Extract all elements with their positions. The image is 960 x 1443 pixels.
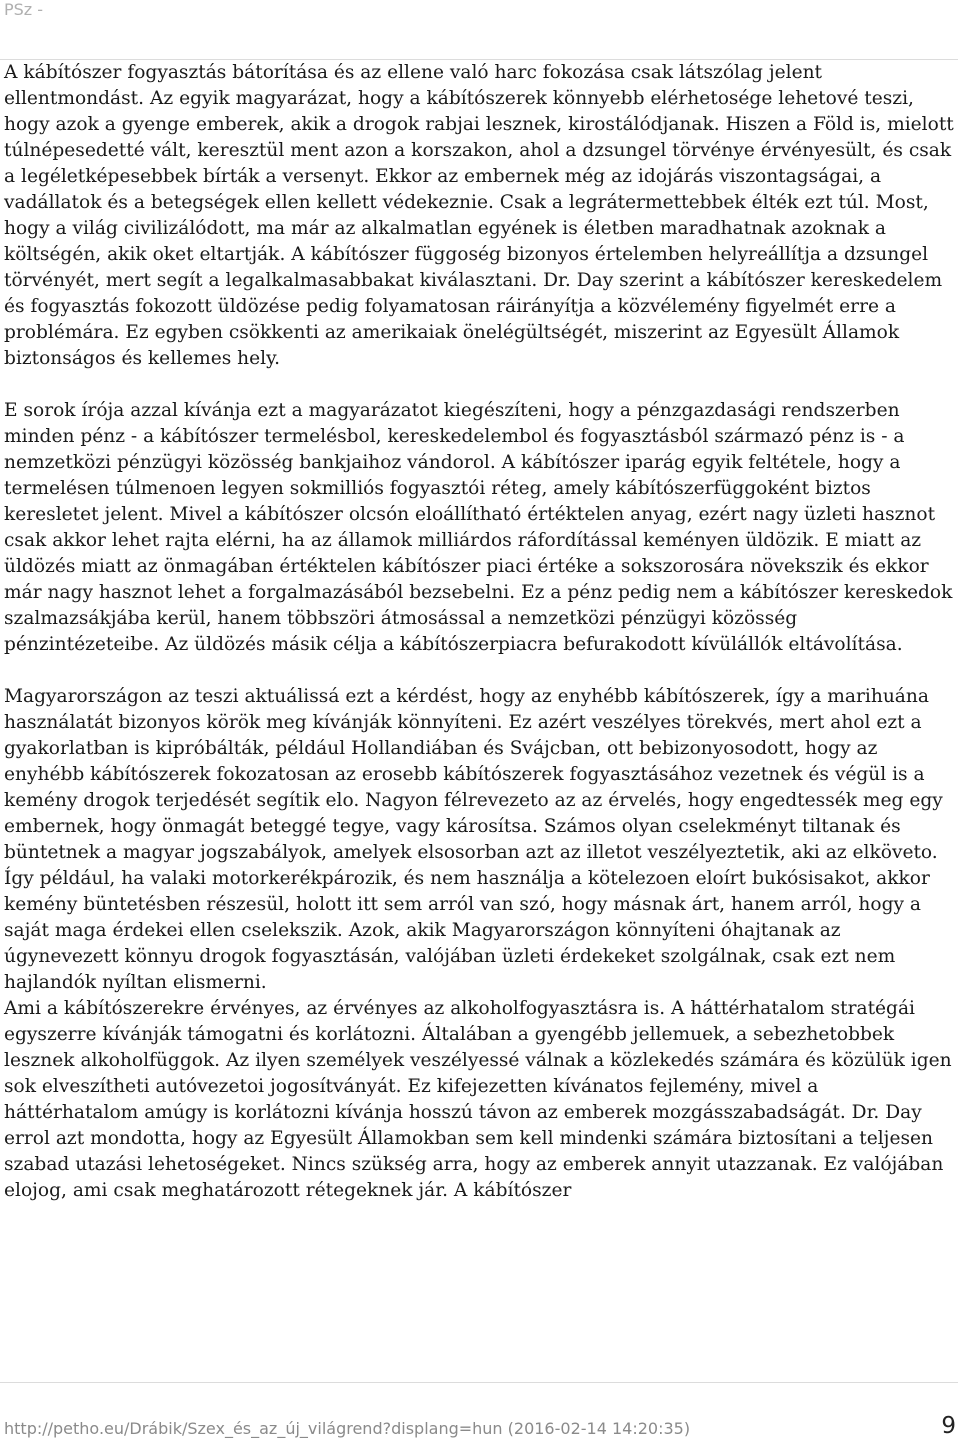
footer-divider [0,1382,958,1383]
document-body [4,60,956,1230]
paragraph-2: E sorok írója azzal kívánja ezt a magyarázatot kiegészíteni, hogy a pénzgazdasági rendszerben minden pénz - a kábítószer termelésbol, kereskedelembol és fogyasztásból származó pénz is - a nemzetközi pénzügyi közösség bankjaihoz vándorol. A kábítószer iparág egyik feltétele, hogy a termelésen túlmenoen legyen sokmilliós fogyasztói réteg, amely kábítószerfüggoként biztos keresletet jelent. Mivel a kábítószer olcsón eloállítható értéktelen anyag, ezért nagy üzleti hasznot csak akkor lehet rajta elérni, ha az államok milliárdos ráfordítással keményen üldözik. E miatt az üldözés miatt az önmagában értéktelen kábítószer piaci értéke a sokszorosára növekszik és ekkor már nagy hasznot lehet a forgalmazásából bezsebelni. Ez a pénz pedig nem a kábítószer kereskedok szalmazsákjába kerül, hanem többszöri átmosással a nemzetközi pénzügyi közösség pénzintézeteibe. Az üldözés másik célja a kábítószerpiacra befurakodott kívülállók eltávolítása. [4,400,953,655]
paragraph-3: Magyarországon az teszi aktuálissá ezt a kérdést, hogy az enyhébb kábítószerek, így a marihuána használatát bizonyos körök meg kívánják könnyíteni. Ez azért veszélyes törekvés, mert ahol ezt a gyakorlatban is kipróbálták, például Hollandiában és Svájcban, ott bebizonyosodott, hogy az enyhébb kábítószerek fokozatosan az erosebb kábítószerek fogyasztásához vezetnek és végül is a kemény drogok terjedését segítik elo. Nagyon félrevezeto az az érvelés, hogy engedtessék meg egy embernek, hogy önmagát beteggé tegye, vagy károsítsa. Számos olyan cselekményt tiltanak és büntetnek a magyar jogszabályok, amelyek elsosorban azt az illetot veszélyeztetik, aki az elköveto. Így például, ha valaki motorkerékpározik, és nem használja a kötelezoen eloírt bukósisakot, akkor kemény büntetésben részesül, holott itt sem arról van szó, hogy másnak árt, hanem arról, hogy a saját maga érdekei ellen cselekszik. Azok, akik Magyarországon könnyíteni óhajtanak az úgynevezett könnyu drogok fogyasztásán, valójában üzleti érdekeket szolgálnak, csak ezt nem hajlandók nyíltan elismerni. [4,686,943,993]
page-header-title: PSz - [4,0,44,19]
paragraph-1: A kábítószer fogyasztás bátorítása és az ellene való harc fokozása csak látszólag jelent ellentmondást. Az egyik magyarázat, hogy a kábítószerek könnyebb elérhetosége lehetové teszi, hogy azok a gyenge emberek, akik a drogok rabjai lesznek, kirostálódjanak. Hiszen a Föld is, mielott túlnépesedetté vált, keresztül ment azon a korszakon, ahol a dzsungel törvénye érvényesült, és csak a legéletképesebbek bírták a versenyt. Ekkor az embernek még az idojárás viszontagságai, a vadállatok és a betegségek ellen kellett védekeznie. Csak a legrátermettebbek élték ezt túl. Most, hogy a világ civilizálódott, ma már az alkalmatlan egyének is életben maradhatnak azoknak a költségén, akik oket eltartják. A kábítószer függoség bizonyos értelemben helyreállítja a dzsungel törvényét, mert segít a legalkalmasabbakat kiválasztani. Dr. Day szerint a kábítószer kereskedelem és fogyasztás fokozott üldözése pedig folyamatosan ráirányítja a közvélemény figyelmét erre a problémára. Ez egyben csökkenti az amerikaiak önelégültségét, miszerint az Egyesült Államok biztonságos és kellemes hely. [4,62,954,369]
page-number: 9 [941,1413,956,1439]
paragraph-4: Ami a kábítószerekre érvényes, az érvényes az alkoholfogyasztásra is. A háttérhatalom stratégái egyszerre kívánják támogatni és korlátozni. Általában a gyengébb jellemuek, a sebezhetobbek lesznek alkoholfüggok. Az ilyen személyek veszélyessé válnak a közlekedés számára és közülük igen sok elveszítheti autóvezetoi jogosítványát. Ez kifejezetten kívánatos fejlemény, mivel a háttérhatalom amúgy is korlátozni kívánja hosszú távon az emberek mozgásszabadságát. Dr. Day errol azt mondotta, hogy az Egyesült Államokban sem kell mindenki számára biztosítani a teljesen szabad utazási lehetoségeket. Nincs szükség arra, hogy az emberek annyit utazzanak. Ez valójában elojog, ami csak meghatározott rétegeknek jár. A kábítószer [4,998,952,1201]
footer-source-url: http://petho.eu/Drábik/Szex_és_az_új_világrend?displang=hun (2016-02-14 14:20:35) [4,1419,691,1438]
